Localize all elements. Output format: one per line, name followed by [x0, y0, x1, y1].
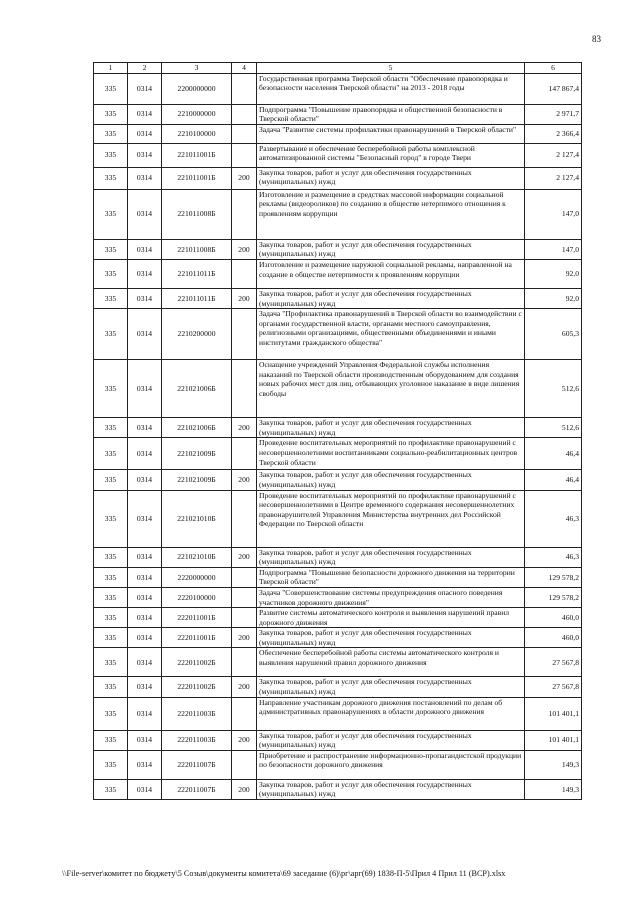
- cell-c5: Задача "Профилактика правонарушений в Тверской области во взаимодействии с органами государственной власти, органами местного самоуправления, религиозными организациями, общественными объединениями и иными институтами гражданского общества": [257, 309, 525, 360]
- cell-c6: 460,0: [525, 628, 582, 648]
- cell-c3: 221021006Б: [162, 360, 232, 418]
- table-row: [94, 470, 582, 490]
- table-row: [94, 73, 582, 104]
- cell-c6: 92,0: [525, 288, 582, 308]
- cell-c2: 0314: [128, 677, 162, 697]
- table-row: [94, 750, 582, 779]
- cell-c2: 0314: [128, 608, 162, 628]
- cell-c1: 335: [94, 628, 128, 648]
- cell-c1: 335: [94, 697, 128, 730]
- cell-c1: 335: [94, 143, 128, 167]
- cell-c1: 335: [94, 167, 128, 189]
- table-row: [94, 104, 582, 124]
- cell-c6: 147 867,4: [525, 73, 582, 104]
- cell-c6: 512,6: [525, 418, 582, 438]
- cell-c4: 200: [232, 470, 257, 490]
- cell-c4: [232, 608, 257, 628]
- cell-c3: 221011001Б: [162, 167, 232, 189]
- cell-c4: 200: [232, 239, 257, 259]
- header-col-5: 5: [257, 63, 525, 74]
- table-row: [94, 567, 582, 587]
- cell-c3: 222011002Б: [162, 648, 232, 677]
- cell-c6: 2 127,4: [525, 143, 582, 167]
- cell-c6: 605,3: [525, 309, 582, 360]
- cell-c3: 222011003Б: [162, 697, 232, 730]
- cell-c2: 0314: [128, 288, 162, 308]
- cell-c6: 129 578,2: [525, 567, 582, 587]
- cell-c1: 335: [94, 470, 128, 490]
- cell-c5: Развертывание и обеспечение бесперебойной работы комплексной автоматизированной системы "Безопасный город" в городе Твери: [257, 143, 525, 167]
- table-row: [94, 490, 582, 547]
- cell-c5: Закупка товаров, работ и услуг для обеспечения государственных (муниципальных) нужд: [257, 779, 525, 799]
- table-row: [94, 189, 582, 239]
- cell-c4: [232, 648, 257, 677]
- cell-c4: 200: [232, 418, 257, 438]
- cell-c6: 92,0: [525, 259, 582, 288]
- cell-c2: 0314: [128, 239, 162, 259]
- cell-c5: Направление участникам дорожного движения постановлений по делам об административных правонарушениях в области дорожного движения: [257, 697, 525, 730]
- cell-c1: 335: [94, 547, 128, 567]
- cell-c1: 335: [94, 587, 128, 607]
- table-row: [94, 239, 582, 259]
- cell-c6: 101 401,1: [525, 697, 582, 730]
- cell-c4: 200: [232, 547, 257, 567]
- cell-c4: 200: [232, 167, 257, 189]
- table-row: [94, 697, 582, 730]
- cell-c3: 221021009Б: [162, 470, 232, 490]
- cell-c4: [232, 567, 257, 587]
- table-row: [94, 628, 582, 648]
- cell-c1: 335: [94, 73, 128, 104]
- cell-c4: [232, 490, 257, 547]
- cell-c2: 0314: [128, 490, 162, 547]
- cell-c4: 200: [232, 779, 257, 799]
- cell-c4: [232, 73, 257, 104]
- cell-c2: 0314: [128, 360, 162, 418]
- cell-c3: 2220000000: [162, 567, 232, 587]
- table-row: [94, 547, 582, 567]
- cell-c1: 335: [94, 490, 128, 547]
- cell-c6: 46,4: [525, 470, 582, 490]
- cell-c3: 2200000000: [162, 73, 232, 104]
- cell-c4: [232, 697, 257, 730]
- cell-c1: 335: [94, 309, 128, 360]
- cell-c5: Закупка товаров, работ и услуг для обеспечения государственных (муниципальных) нужд: [257, 239, 525, 259]
- cell-c5: Изготовление и размещение наружной социальной рекламы, направленной на создание в обществе нетерпимости к проявлениям коррупции: [257, 259, 525, 288]
- page-number: 83: [592, 34, 601, 44]
- cell-c4: 200: [232, 288, 257, 308]
- cell-c4: [232, 259, 257, 288]
- cell-c2: 0314: [128, 73, 162, 104]
- cell-c6: 149,3: [525, 779, 582, 799]
- cell-c3: 221011011Б: [162, 259, 232, 288]
- cell-c3: 221021009Б: [162, 438, 232, 470]
- cell-c4: [232, 143, 257, 167]
- cell-c3: 2220100000: [162, 587, 232, 607]
- header-col-6: 6: [525, 63, 582, 74]
- cell-c2: 0314: [128, 438, 162, 470]
- cell-c5: Приобретение и распространение информационно-пропагандистской продукции по безопасности дорожного движения: [257, 750, 525, 779]
- table-row: [94, 438, 582, 470]
- cell-c5: Проведение воспитательных мероприятий по профилактике правонарушений с несовершеннолетними воспитанниками социально-реабилитационных центров Тверской области: [257, 438, 525, 470]
- table-row: [94, 608, 582, 628]
- table-row: [94, 360, 582, 418]
- cell-c5: Задача "Совершенствование системы предупреждения опасного поведения участников дорожного движения": [257, 587, 525, 607]
- file-path-footer: \\File-server\комитет по бюджету\5 Созыв\документы комитета\69 заседание (6)\рг\арг(69) 1838-П-5\Прил 4 Прил 11 (ВСР).xlsx: [62, 869, 506, 878]
- cell-c3: 222011001Б: [162, 608, 232, 628]
- cell-c6: 27 567,8: [525, 677, 582, 697]
- cell-c2: 0314: [128, 189, 162, 239]
- cell-c1: 335: [94, 259, 128, 288]
- table-row: [94, 259, 582, 288]
- cell-c2: 0314: [128, 104, 162, 124]
- cell-c1: 335: [94, 288, 128, 308]
- cell-c5: Задача "Развитие системы профилактики правонарушений в Тверской области": [257, 124, 525, 143]
- table-row: [94, 124, 582, 143]
- cell-c1: 335: [94, 608, 128, 628]
- cell-c3: 221011001Б: [162, 143, 232, 167]
- table-row: [94, 309, 582, 360]
- cell-c5: Проведение воспитательных мероприятий по профилактике правонарушений с несовершеннолетними в Центре временного содержания несовершеннолетних правонарушителей Управления Министерства внутренних дел Российской Федерации по Тверской области: [257, 490, 525, 547]
- cell-c4: [232, 309, 257, 360]
- table-body: [94, 73, 582, 799]
- table-row: [94, 288, 582, 308]
- cell-c4: 200: [232, 730, 257, 750]
- cell-c4: [232, 438, 257, 470]
- cell-c3: 2210000000: [162, 104, 232, 124]
- cell-c5: Закупка товаров, работ и услуг для обеспечения государственных (муниципальных) нужд: [257, 288, 525, 308]
- cell-c5: Обеспечение бесперебойной работы системы автоматического контроля и выявления нарушений правил дорожного движения: [257, 648, 525, 677]
- cell-c1: 335: [94, 567, 128, 587]
- cell-c2: 0314: [128, 470, 162, 490]
- cell-c5: Закупка товаров, работ и услуг для обеспечения государственных (муниципальных) нужд: [257, 167, 525, 189]
- cell-c4: [232, 104, 257, 124]
- cell-c6: 46,3: [525, 490, 582, 547]
- cell-c6: 147,0: [525, 239, 582, 259]
- cell-c3: 221021010Б: [162, 547, 232, 567]
- cell-c5: Изготовление и размещение в средствах массовой информации социальной рекламы (видеороликов) по созданию в обществе нетерпимого отношения к проявлениям коррупции: [257, 189, 525, 239]
- cell-c1: 335: [94, 648, 128, 677]
- cell-c2: 0314: [128, 167, 162, 189]
- cell-c3: 222011007Б: [162, 750, 232, 779]
- cell-c5: Закупка товаров, работ и услуг для обеспечения государственных (муниципальных) нужд: [257, 628, 525, 648]
- table-row: [94, 779, 582, 799]
- cell-c2: 0314: [128, 587, 162, 607]
- cell-c4: 200: [232, 677, 257, 697]
- cell-c6: 27 567,8: [525, 648, 582, 677]
- cell-c5: Закупка товаров, работ и услуг для обеспечения государственных (муниципальных) нужд: [257, 730, 525, 750]
- cell-c1: 335: [94, 438, 128, 470]
- cell-c3: 222011003Б: [162, 730, 232, 750]
- cell-c4: [232, 750, 257, 779]
- cell-c6: 149,3: [525, 750, 582, 779]
- cell-c3: 221021006Б: [162, 418, 232, 438]
- cell-c3: 221021010Б: [162, 490, 232, 547]
- cell-c6: 129 578,2: [525, 587, 582, 607]
- cell-c6: 46,3: [525, 547, 582, 567]
- cell-c1: 335: [94, 677, 128, 697]
- cell-c6: 46,4: [525, 438, 582, 470]
- cell-c2: 0314: [128, 418, 162, 438]
- cell-c5: Закупка товаров, работ и услуг для обеспечения государственных (муниципальных) нужд: [257, 547, 525, 567]
- cell-c1: 335: [94, 418, 128, 438]
- cell-c6: 2 366,4: [525, 124, 582, 143]
- table-header-row: [94, 63, 582, 74]
- header-col-3: 3: [162, 63, 232, 74]
- cell-c6: 2 127,4: [525, 167, 582, 189]
- cell-c5: Оснащение учреждений Управления Федеральной службы исполнения наказаний по Тверской области производственным оборудованием для создания новых рабочих мест для лиц, отбывающих уголовное наказание в виде лишения свободы: [257, 360, 525, 418]
- cell-c3: 222011002Б: [162, 677, 232, 697]
- table-row: [94, 730, 582, 750]
- header-col-4: 4: [232, 63, 257, 74]
- cell-c2: 0314: [128, 124, 162, 143]
- cell-c4: [232, 587, 257, 607]
- table-row: [94, 418, 582, 438]
- budget-table: [93, 62, 582, 800]
- cell-c3: 221011008Б: [162, 239, 232, 259]
- cell-c5: Закупка товаров, работ и услуг для обеспечения государственных (муниципальных) нужд: [257, 677, 525, 697]
- cell-c3: 2210200000: [162, 309, 232, 360]
- cell-c2: 0314: [128, 628, 162, 648]
- cell-c2: 0314: [128, 547, 162, 567]
- cell-c3: 222011001Б: [162, 628, 232, 648]
- cell-c5: Подпрограмма "Повышение безопасности дорожного движения на территории Тверской области": [257, 567, 525, 587]
- table-row: [94, 587, 582, 607]
- cell-c6: 460,0: [525, 608, 582, 628]
- cell-c1: 335: [94, 239, 128, 259]
- table-row: [94, 143, 582, 167]
- cell-c2: 0314: [128, 697, 162, 730]
- cell-c5: Закупка товаров, работ и услуг для обеспечения государственных (муниципальных) нужд: [257, 418, 525, 438]
- cell-c2: 0314: [128, 730, 162, 750]
- cell-c6: 101 401,1: [525, 730, 582, 750]
- cell-c2: 0314: [128, 143, 162, 167]
- cell-c2: 0314: [128, 259, 162, 288]
- cell-c4: 200: [232, 628, 257, 648]
- cell-c4: [232, 360, 257, 418]
- cell-c3: 221011011Б: [162, 288, 232, 308]
- cell-c2: 0314: [128, 779, 162, 799]
- cell-c5: Подпрограмма "Повышение правопорядка и общественной безопасности в Тверской области": [257, 104, 525, 124]
- cell-c4: [232, 189, 257, 239]
- table-row: [94, 677, 582, 697]
- cell-c1: 335: [94, 189, 128, 239]
- table-row: [94, 167, 582, 189]
- cell-c2: 0314: [128, 567, 162, 587]
- table-row: [94, 648, 582, 677]
- cell-c6: 147,0: [525, 189, 582, 239]
- header-col-2: 2: [128, 63, 162, 74]
- cell-c1: 335: [94, 779, 128, 799]
- cell-c3: 2210100000: [162, 124, 232, 143]
- cell-c1: 335: [94, 104, 128, 124]
- cell-c5: Закупка товаров, работ и услуг для обеспечения государственных (муниципальных) нужд: [257, 470, 525, 490]
- cell-c1: 335: [94, 360, 128, 418]
- cell-c6: 512,6: [525, 360, 582, 418]
- cell-c3: 222011007Б: [162, 779, 232, 799]
- cell-c3: 221011008Б: [162, 189, 232, 239]
- cell-c5: Развитие системы автоматического контроля и выявления нарушений правил дорожного движения: [257, 608, 525, 628]
- cell-c1: 335: [94, 730, 128, 750]
- cell-c6: 2 971,7: [525, 104, 582, 124]
- cell-c5: Государственная программа Тверской области "Обеспечение правопорядка и безопасности населения Тверской области" на 2013 - 2018 годы: [257, 73, 525, 104]
- cell-c2: 0314: [128, 648, 162, 677]
- cell-c1: 335: [94, 750, 128, 779]
- cell-c2: 0314: [128, 750, 162, 779]
- header-col-1: 1: [94, 63, 128, 74]
- cell-c1: 335: [94, 124, 128, 143]
- cell-c4: [232, 124, 257, 143]
- cell-c2: 0314: [128, 309, 162, 360]
